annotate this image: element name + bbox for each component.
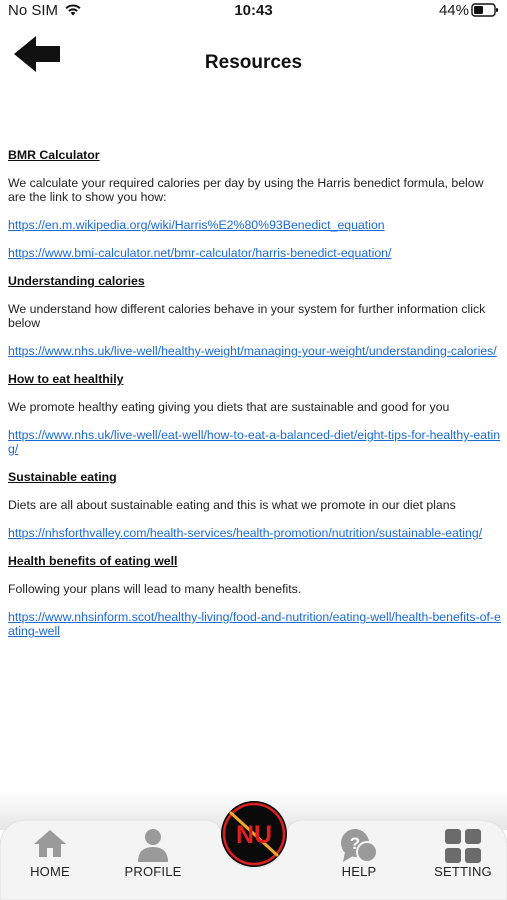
section-description: We promote healthy eating giving you diets that are sustainable and good for you [8,400,450,414]
status-bar [0,0,507,22]
resource-link[interactable]: https://www.nhs.uk/live-well/healthy-weight/managing-your-weight/understanding-calories/ [8,344,497,358]
section-description: We calculate your required calories per day by using the Harris benedict formula, below are the link to show you how: [8,176,484,204]
nav-setting[interactable] [418,828,507,879]
section-how-to-eat-healthily [8,372,502,456]
nav-home-label: HOME [30,864,70,879]
resource-link[interactable]: https://www.bmi-calculator.net/bmr-calculator/harris-benedict-equation/ [8,246,392,260]
battery-icon [471,3,499,17]
grid-icon [444,828,482,864]
nav-home[interactable] [5,828,95,879]
page-title: Resources [204,52,303,73]
battery-percent: 44% [438,2,469,19]
home-icon [33,828,67,858]
section-bmr-calculator [8,148,502,260]
section-sustainable-eating [8,470,502,540]
nu-logo-text: NU [235,821,273,849]
svg-text:?: ? [349,834,361,853]
section-understanding-calories [8,274,502,358]
help-icon [339,828,379,864]
nu-logo-button[interactable] [221,801,287,867]
nav-help[interactable] [314,828,404,879]
section-health-benefits [8,554,502,638]
nu-logo-icon [221,801,287,867]
section-description: Following your plans will lead to many health benefits. [8,582,302,596]
section-description: Diets are all about sustainable eating and this is what we promote in our diet plans [8,498,456,512]
nav-profile[interactable] [108,828,198,879]
status-time: 10:43 [234,2,273,19]
carrier-label: No SIM [8,2,59,19]
resource-link[interactable]: https://nhsforthvalley.com/health-services/health-promotion/nutrition/sustainable-eating/ [8,526,483,540]
resource-link[interactable]: https://en.m.wikipedia.org/wiki/Harris%E2%80%93Benedict_equation [8,218,385,232]
resource-link[interactable]: https://www.nhs.uk/live-well/eat-well/how-to-eat-a-balanced-diet/eight-tips-for-healthy-eating/ [8,428,501,456]
nav-setting-label: SETTING [434,864,492,879]
section-heading: How to eat healthily [8,372,124,386]
resources-content [8,148,502,638]
section-heading: BMR Calculator [8,148,100,162]
nav-profile-label: PROFILE [124,864,182,879]
profile-icon [136,828,170,862]
section-heading: Sustainable eating [8,470,117,484]
bottom-nav [0,790,507,900]
nav-help-label: HELP [341,864,377,879]
section-description: We understand how different calories behave in your system for further information click below [8,302,486,330]
section-heading: Health benefits of eating well [8,554,178,568]
section-heading: Understanding calories [8,274,145,288]
resource-link[interactable]: https://www.nhsinform.scot/healthy-living/food-and-nutrition/eating-well/health-benefits-of-eating-well [8,610,501,638]
